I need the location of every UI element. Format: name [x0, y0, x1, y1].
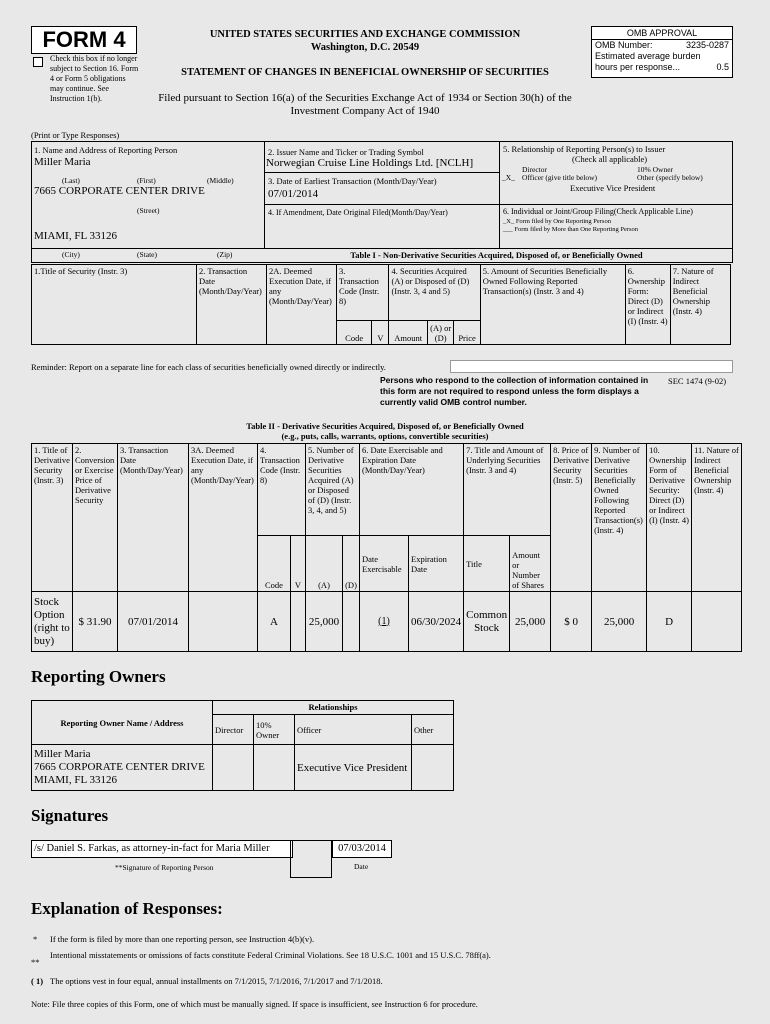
- omb-approval-box: [591, 26, 733, 78]
- table-row: [32, 745, 454, 791]
- table2: [31, 443, 742, 652]
- label-last: (Last): [62, 176, 80, 185]
- t2-col-date: 3. Transaction Date (Month/Day/Year): [118, 444, 189, 592]
- t1-col-date: 2. Transaction Date (Month/Day/Year): [197, 265, 267, 345]
- owner-ten: [254, 745, 295, 791]
- t1-col-amount: 5. Amount of Securities Beneficially Owned Following Reported Transaction(s) (Instr. 3 and 4): [480, 265, 625, 345]
- label-officer: Officer (give title below): [522, 173, 598, 182]
- t2-col-number: 5. Number of Derivative Securities Acquired (A) or Disposed of (D) (Instr. 3, 4, and 5): [306, 444, 360, 536]
- footnote-double-star: Intentional misstatements or omissions of facts constitute Federal Criminal Violations. See 18 U.S.C. 1001 and 15 U.S.C. 78ff(a).: [50, 950, 491, 960]
- omb-burden-label: Estimated average burden: [595, 51, 701, 61]
- omb-hours-label: hours per response...: [595, 62, 681, 72]
- t2-col-conversion: 2. Conversion or Exercise Price of Derivative Security: [73, 444, 118, 592]
- label-reporting-person: 1. Name and Address of Reporting Person: [34, 145, 178, 155]
- label-other: Other (specify below): [637, 173, 703, 182]
- print-type-note: (Print or Type Responses): [31, 130, 120, 140]
- reporting-person-section: [31, 141, 733, 263]
- officer-mark: _X_: [502, 173, 515, 182]
- owners-relationships: Relationships: [213, 701, 454, 715]
- persons-notice: Persons who respond to the collection of information contained in this form are not required to respond unless the form displays a currently valid OMB control number.: [380, 375, 649, 407]
- t2-date-exercisable: Date Exercisable: [360, 536, 409, 592]
- t1-v: V: [372, 321, 389, 345]
- owners-ten-col: 10% Owner: [254, 715, 295, 745]
- issuer-name: Norwegian Cruise Line Holdings Ltd. [NCLH]: [266, 157, 474, 169]
- signature-label: **Signature of Reporting Person: [115, 863, 214, 872]
- footnote-1-marker: ( 1): [31, 976, 44, 986]
- owner-officer-title: Executive Vice President: [295, 745, 412, 791]
- reminder-text: Reminder: Report on a separate line for each class of securities beneficially owned directly or indirectly.: [31, 362, 386, 372]
- row-code: A: [258, 592, 291, 652]
- checkbox-instructions: Check this box if no longer subject to Section 16. Form 4 or Form 5 obligations may continue. See Instruction 1(b).: [50, 54, 139, 103]
- owner-name-address: [32, 745, 213, 791]
- row-acquired: 25,000: [306, 592, 343, 652]
- omb-title: OMB APPROVAL: [592, 27, 732, 40]
- owners-other-col: Other: [412, 715, 454, 745]
- t2-a: (A): [306, 536, 343, 592]
- label-ten-pct: 10% Owner: [637, 165, 674, 174]
- date-label: Date: [354, 862, 369, 871]
- t1-code: Code: [337, 321, 372, 345]
- t2-col-underlying: 7. Title and Amount of Underlying Securities (Instr. 3 and 4): [464, 444, 551, 536]
- owner-addr2: MIAMI, FL 33126: [34, 774, 118, 786]
- t1-col-code: 3. Transaction Code (Instr. 8): [337, 265, 389, 321]
- explanation-heading: Explanation of Responses:: [31, 899, 223, 918]
- row-disposed: [343, 592, 360, 652]
- reminder-blank: [450, 360, 733, 373]
- t1-col-deemed: 2A. Deemed Execution Date, if any (Month/Day/Year): [267, 265, 337, 345]
- t2-col-title: 1. Title of Derivative Security (Instr. 3): [32, 444, 73, 592]
- footnote-1: The options vest in four equal, annual installments on 7/1/2015, 7/1/2016, 7/1/2017 and 7/1/2018.: [50, 976, 383, 986]
- t2-und-amount: Amount or Number of Shares: [510, 536, 551, 592]
- label-street: (Street): [137, 206, 160, 215]
- officer-title: Executive Vice President: [570, 183, 656, 193]
- label-issuer: 2. Issuer Name and Ticker or Trading Symbol: [268, 147, 424, 157]
- owner-other: [412, 745, 454, 791]
- sec-code: SEC 1474 (9-02): [668, 376, 727, 386]
- more-person-filing: ___ Form filed by More than One Reporting Person: [503, 226, 639, 233]
- owner-name: Miller Maria: [34, 748, 91, 760]
- t2-col-owned: 9. Number of Derivative Securities Beneficially Owned Following Reported Transaction(s) (Instr. 4): [592, 444, 647, 592]
- earliest-date: 07/01/2014: [268, 188, 319, 200]
- reporting-city: MIAMI, FL 33126: [34, 230, 118, 242]
- label-zip: (Zip): [217, 250, 233, 259]
- row-v: [291, 592, 306, 652]
- row-deemed: [189, 592, 258, 652]
- footnote-star-marker: *: [33, 934, 38, 944]
- label-relationship: 5. Relationship of Reporting Person(s) to Issuer: [503, 144, 666, 154]
- label-city: (City): [62, 250, 80, 259]
- table1-title: Table I - Non-Derivative Securities Acquired, Disposed of, or Beneficially Owned: [350, 250, 643, 260]
- t2-col-exercise: 6. Date Exercisable and Expiration Date (Month/Day/Year): [360, 444, 464, 536]
- filed-pursuant: Filed pursuant to Section 16(a) of the Securities Exchange Act of 1934 or Section 30(h) of the Investment Company Act of 1940: [158, 92, 572, 117]
- footnote-star: If the form is filed by more than one reporting person, see Instruction 4(b)(v).: [50, 934, 315, 944]
- owners-name-col: Reporting Owner Name / Address: [32, 701, 213, 745]
- row-derivative-price: $ 0: [551, 592, 592, 652]
- commission-name: UNITED STATES SECURITIES AND EXCHANGE COMMISSION: [209, 29, 521, 40]
- t2-col-form: 10. Ownership Form of Derivative Security: Direct (D) or Indirect (I) (Instr. 4): [647, 444, 692, 592]
- omb-number-label: OMB Number:: [595, 40, 653, 50]
- label-individual-joint: 6. Individual or Joint/Group Filing(Check Applicable Line): [503, 207, 693, 216]
- file-copies-note: Note: File three copies of this Form, one of which must be manually signed. If space is insufficient, see Instruction 6 for procedure.: [31, 999, 478, 1009]
- row-transaction-date: 07/01/2014: [118, 592, 189, 652]
- omb-hours-value: 0.5: [716, 62, 729, 72]
- owners-director-col: Director: [213, 715, 254, 745]
- one-person-filing: _X_ Form filed by One Reporting Person: [503, 218, 611, 225]
- t2-col-code: 4. Transaction Code (Instr. 8): [258, 444, 306, 536]
- t1-col-title: 1.Title of Security (Instr. 3): [32, 265, 197, 345]
- footnote-double-star-marker: **: [31, 957, 40, 967]
- reporting-street: 7665 CORPORATE CENTER DRIVE: [34, 185, 205, 197]
- t2-col-nature: 11. Nature of Indirect Beneficial Ownership (Instr. 4): [692, 444, 742, 592]
- owner-director: [213, 745, 254, 791]
- table2-subtitle: (e.g., puts, calls, warrants, options, convertible securities): [281, 431, 489, 441]
- table1: [31, 264, 731, 345]
- table-row: [32, 592, 742, 652]
- t1-price: Price: [454, 321, 480, 345]
- label-director: Director: [522, 165, 547, 174]
- row-nature: [692, 592, 742, 652]
- table2-title-text: Table II - Derivative Securities Acquired, Disposed of, or Beneficially Owned: [246, 421, 524, 431]
- row-ownership-form: D: [647, 592, 692, 652]
- signatures-heading: Signatures: [31, 806, 109, 825]
- table2-title: [150, 421, 620, 441]
- signature-field[interactable]: /s/ Daniel S. Farkas, as attorney-in-fact for Maria Miller: [31, 840, 293, 858]
- label-check-all: (Check all applicable): [572, 154, 648, 164]
- form-title: FORM 4: [31, 26, 137, 54]
- t2-und-title: Title: [464, 536, 510, 592]
- t1-col-acquired: 4. Securities Acquired (A) or Disposed of (D) (Instr. 3, 4 and 5): [389, 265, 480, 321]
- label-earliest-date: 3. Date of Earliest Transaction (Month/Day/Year): [268, 176, 437, 186]
- statement-title: STATEMENT OF CHANGES IN BENEFICIAL OWNERSHIP OF SECURITIES: [181, 67, 549, 78]
- signature-spacer: [290, 840, 332, 878]
- t2-d: (D): [343, 536, 360, 592]
- t2-expiration: Expiration Date: [409, 536, 464, 592]
- t1-amount: Amount: [389, 321, 427, 345]
- owners-officer-col: Officer: [295, 715, 412, 745]
- label-amendment: 4. If Amendment, Date Original Filed(Month/Day/Year): [268, 208, 448, 217]
- owner-addr1: 7665 CORPORATE CENTER DRIVE: [34, 761, 205, 773]
- t1-aord: (A) or (D): [427, 321, 454, 345]
- row-conversion-price: $ 31.90: [73, 592, 118, 652]
- label-middle: (Middle): [207, 176, 234, 185]
- row-security: Stock Option (right to buy): [32, 592, 73, 652]
- row-exercisable-footnote[interactable]: (1): [360, 592, 409, 652]
- label-first: (First): [137, 176, 156, 185]
- t2-v: V: [291, 536, 306, 592]
- no-longer-subject-checkbox[interactable]: [33, 57, 43, 67]
- label-state: (State): [137, 250, 157, 259]
- t2-col-price: 8. Price of Derivative Security (Instr. 5): [551, 444, 592, 592]
- row-expiration: 06/30/2024: [409, 592, 464, 652]
- row-underlying-title: Common Stock: [464, 592, 510, 652]
- row-underlying-amount: 25,000: [510, 592, 551, 652]
- t1-col-nature: 7. Nature of Indirect Beneficial Ownership (Instr. 4): [670, 265, 730, 345]
- reporting-owners-heading: Reporting Owners: [31, 667, 166, 686]
- reporting-owners-table: [31, 700, 454, 791]
- t2-code: Code: [258, 536, 291, 592]
- commission-city: Washington, D.C. 20549: [310, 42, 420, 53]
- signature-date[interactable]: 07/03/2014: [332, 840, 392, 858]
- commission-header: [160, 28, 570, 54]
- t2-col-deemed: 3A. Deemed Execution Date, if any (Month/Day/Year): [189, 444, 258, 592]
- t1-col-ownership: 6. Ownership Form: Direct (D) or Indirect (I) (Instr. 4): [625, 265, 670, 345]
- row-owned: 25,000: [592, 592, 647, 652]
- reporting-person-name: Miller Maria: [34, 156, 91, 168]
- omb-number-value: 3235-0287: [685, 40, 729, 50]
